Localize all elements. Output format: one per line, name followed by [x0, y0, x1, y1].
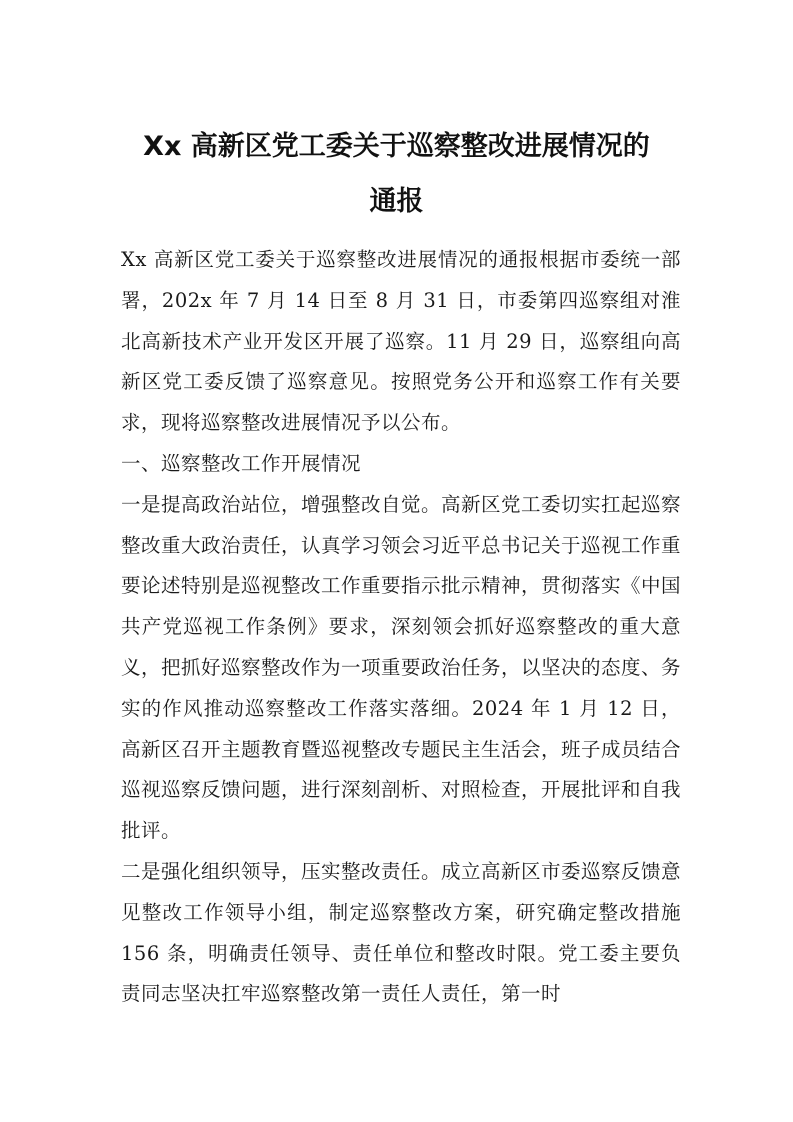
body-paragraph: 一是提高政治站位，增强整改自觉。高新区党工委切实扛起巡察整改重大政治责任，认真学习领会习近平总书记关于巡视工作重要论述特别是巡视整改工作重要指示批示精神，贯彻落实《中国共产党巡视工作条例》要求，深刻领会抓好巡察整改的重大意义，把抓好巡察整改作为一项重要政治任务，以坚决的态度、务实的作风推动巡察整改工作落实落细。2024 年 1 月 12 日，高新区召开主题教育暨巡视整改专题民主生活会，班子成员结合巡视巡察反馈问题，进行深刻剖析、对照检查，开展批评和自我批评。 — [121, 492, 682, 843]
section-heading: 一、巡察整改工作开展情况 — [121, 451, 362, 475]
intro-paragraph: Xx 高新区党工委关于巡察整改进展情况的通报根据市委统一部署，202x 年 7 月 14 日至 8 月 31 日，市委第四巡察组对淮北高新技术产业开发区开展了巡察。11 月 29 日，巡察组向高新区党工委反馈了巡察意见。按照党务公开和巡察工作有关要求，现将巡察整改进展情况予以公布。 — [121, 248, 681, 435]
title-line-2: 通报 — [369, 186, 424, 217]
document-body — [121, 240, 681, 1015]
document-title — [100, 119, 693, 229]
title-line-1: Xx 高新区党工委关于巡察整改进展情况的 — [143, 131, 650, 162]
body-paragraph: 二是强化组织领导，压实整改责任。成立高新区市委巡察反馈意见整改工作领导小组，制定巡察整改方案，研究确定整改措施 156 条，明确责任领导、责任单位和整改时限。党工委主要负责同志坚决扛牢巡察整改第一责任人责任，第一时 — [121, 859, 682, 1006]
